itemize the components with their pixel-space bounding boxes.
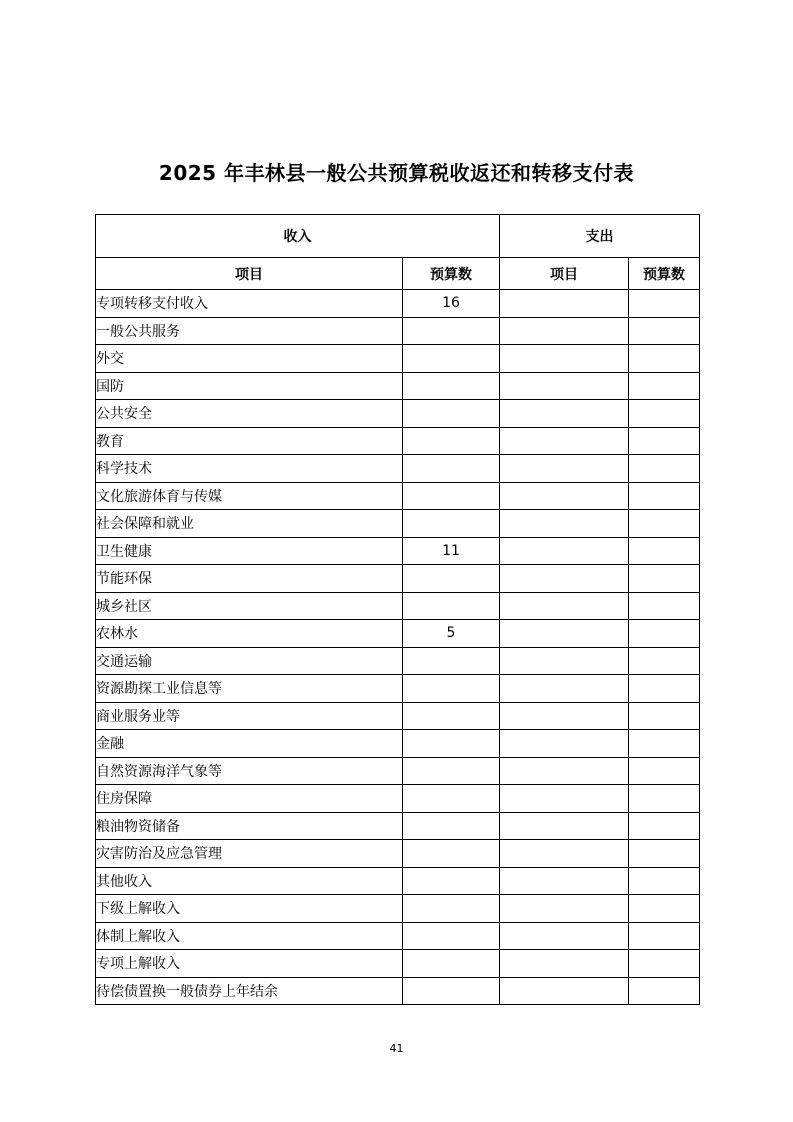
row-item: 国防: [96, 372, 403, 400]
row-item: 粮油物资储备: [96, 812, 403, 840]
row-item: 节能环保: [96, 565, 403, 593]
expense-item-header: 项目: [500, 258, 629, 290]
row-budget: [403, 592, 500, 620]
expense-item-cell: [500, 537, 629, 565]
expense-budget-cell: [629, 840, 700, 868]
expense-item-cell: [500, 620, 629, 648]
income-item-header: 项目: [96, 258, 403, 290]
expense-budget-header: 预算数: [629, 258, 700, 290]
table-row: [96, 592, 700, 620]
expense-item-cell: [500, 840, 629, 868]
row-budget: [403, 757, 500, 785]
row-budget: 16: [403, 290, 500, 318]
expense-budget-cell: [629, 730, 700, 758]
expense-item-cell: [500, 455, 629, 483]
expense-budget-cell: [629, 785, 700, 813]
row-budget: [403, 922, 500, 950]
row-budget: [403, 812, 500, 840]
expense-item-cell: [500, 592, 629, 620]
expense-item-cell: [500, 950, 629, 978]
row-item: 其他收入: [96, 867, 403, 895]
row-item: 自然资源海洋气象等: [96, 757, 403, 785]
expense-budget-cell: [629, 812, 700, 840]
row-budget: [403, 785, 500, 813]
page-title: 2025 年丰林县一般公共预算税收返还和转移支付表: [158, 161, 635, 185]
expense-item-cell: [500, 400, 629, 428]
table-row: [96, 895, 700, 923]
row-item: 公共安全: [96, 400, 403, 428]
row-item: 社会保障和就业: [96, 510, 403, 538]
table-row: [96, 565, 700, 593]
expense-budget-cell: [629, 675, 700, 703]
table-row: [96, 482, 700, 510]
expense-item-cell: [500, 372, 629, 400]
row-item: 灾害防治及应急管理: [96, 840, 403, 868]
expense-item-cell: [500, 647, 629, 675]
table-row: [96, 730, 700, 758]
expense-item-cell: [500, 427, 629, 455]
expense-item-cell: [500, 867, 629, 895]
table-row: [96, 867, 700, 895]
row-budget: [403, 977, 500, 1005]
expense-budget-cell: [629, 372, 700, 400]
expense-item-cell: [500, 977, 629, 1005]
table-row: [96, 840, 700, 868]
expense-item-cell: [500, 785, 629, 813]
expense-item-cell: [500, 482, 629, 510]
expense-budget-cell: [629, 922, 700, 950]
table-row: [96, 345, 700, 373]
expense-item-cell: [500, 702, 629, 730]
expense-budget-cell: [629, 977, 700, 1005]
row-budget: [403, 730, 500, 758]
table-row: [96, 427, 700, 455]
table-row: [96, 757, 700, 785]
table-row: [96, 537, 700, 565]
expense-item-cell: [500, 922, 629, 950]
row-budget: 11: [403, 537, 500, 565]
expense-budget-cell: [629, 592, 700, 620]
expense-budget-cell: [629, 950, 700, 978]
expense-item-cell: [500, 510, 629, 538]
table-row: [96, 620, 700, 648]
expense-budget-cell: [629, 290, 700, 318]
row-budget: 5: [403, 620, 500, 648]
row-budget: [403, 895, 500, 923]
expense-item-cell: [500, 730, 629, 758]
row-budget: [403, 317, 500, 345]
expense-header: 支出: [500, 215, 700, 258]
row-item: 一般公共服务: [96, 317, 403, 345]
row-budget: [403, 702, 500, 730]
table-row: [96, 455, 700, 483]
row-budget: [403, 675, 500, 703]
expense-item-cell: [500, 565, 629, 593]
expense-budget-cell: [629, 537, 700, 565]
table-row: [96, 702, 700, 730]
expense-budget-cell: [629, 345, 700, 373]
row-item: 住房保障: [96, 785, 403, 813]
row-budget: [403, 647, 500, 675]
expense-budget-cell: [629, 647, 700, 675]
row-item: 教育: [96, 427, 403, 455]
table-row: [96, 290, 700, 318]
table-row: [96, 922, 700, 950]
row-item: 体制上解收入: [96, 922, 403, 950]
table-row: [96, 400, 700, 428]
expense-item-cell: [500, 317, 629, 345]
expense-item-cell: [500, 290, 629, 318]
expense-budget-cell: [629, 427, 700, 455]
row-budget: [403, 840, 500, 868]
expense-budget-cell: [629, 757, 700, 785]
expense-item-cell: [500, 757, 629, 785]
row-budget: [403, 867, 500, 895]
table-row: [96, 647, 700, 675]
table-row: [96, 510, 700, 538]
expense-item-cell: [500, 895, 629, 923]
row-item: 城乡社区: [96, 592, 403, 620]
page-number: 41: [389, 1042, 404, 1055]
row-item: 金融: [96, 730, 403, 758]
row-item: 外交: [96, 345, 403, 373]
row-item: 科学技术: [96, 455, 403, 483]
row-item: 卫生健康: [96, 537, 403, 565]
row-budget: [403, 950, 500, 978]
row-budget: [403, 455, 500, 483]
table-row: [96, 950, 700, 978]
table-row: [96, 785, 700, 813]
row-item: 资源勘探工业信息等: [96, 675, 403, 703]
income-budget-header: 预算数: [403, 258, 500, 290]
row-budget: [403, 400, 500, 428]
expense-budget-cell: [629, 620, 700, 648]
expense-budget-cell: [629, 565, 700, 593]
row-item: 待偿债置换一般债券上年结余: [96, 977, 403, 1005]
row-budget: [403, 427, 500, 455]
row-item: 农林水: [96, 620, 403, 648]
row-budget: [403, 372, 500, 400]
budget-table: [95, 214, 700, 1005]
expense-item-cell: [500, 675, 629, 703]
income-header: 收入: [96, 215, 500, 258]
expense-budget-cell: [629, 400, 700, 428]
table-row: [96, 675, 700, 703]
row-item: 商业服务业等: [96, 702, 403, 730]
expense-budget-cell: [629, 317, 700, 345]
expense-budget-cell: [629, 867, 700, 895]
expense-budget-cell: [629, 455, 700, 483]
expense-budget-cell: [629, 702, 700, 730]
table-row: [96, 372, 700, 400]
table-row: [96, 977, 700, 1005]
row-item: 交通运输: [96, 647, 403, 675]
expense-budget-cell: [629, 895, 700, 923]
row-budget: [403, 565, 500, 593]
table-row: [96, 812, 700, 840]
row-budget: [403, 345, 500, 373]
expense-budget-cell: [629, 510, 700, 538]
expense-item-cell: [500, 345, 629, 373]
row-item: 专项上解收入: [96, 950, 403, 978]
row-budget: [403, 482, 500, 510]
row-item: 下级上解收入: [96, 895, 403, 923]
expense-item-cell: [500, 812, 629, 840]
row-budget: [403, 510, 500, 538]
row-item: 文化旅游体育与传媒: [96, 482, 403, 510]
table-row: [96, 317, 700, 345]
expense-budget-cell: [629, 482, 700, 510]
row-item: 专项转移支付收入: [96, 290, 403, 318]
